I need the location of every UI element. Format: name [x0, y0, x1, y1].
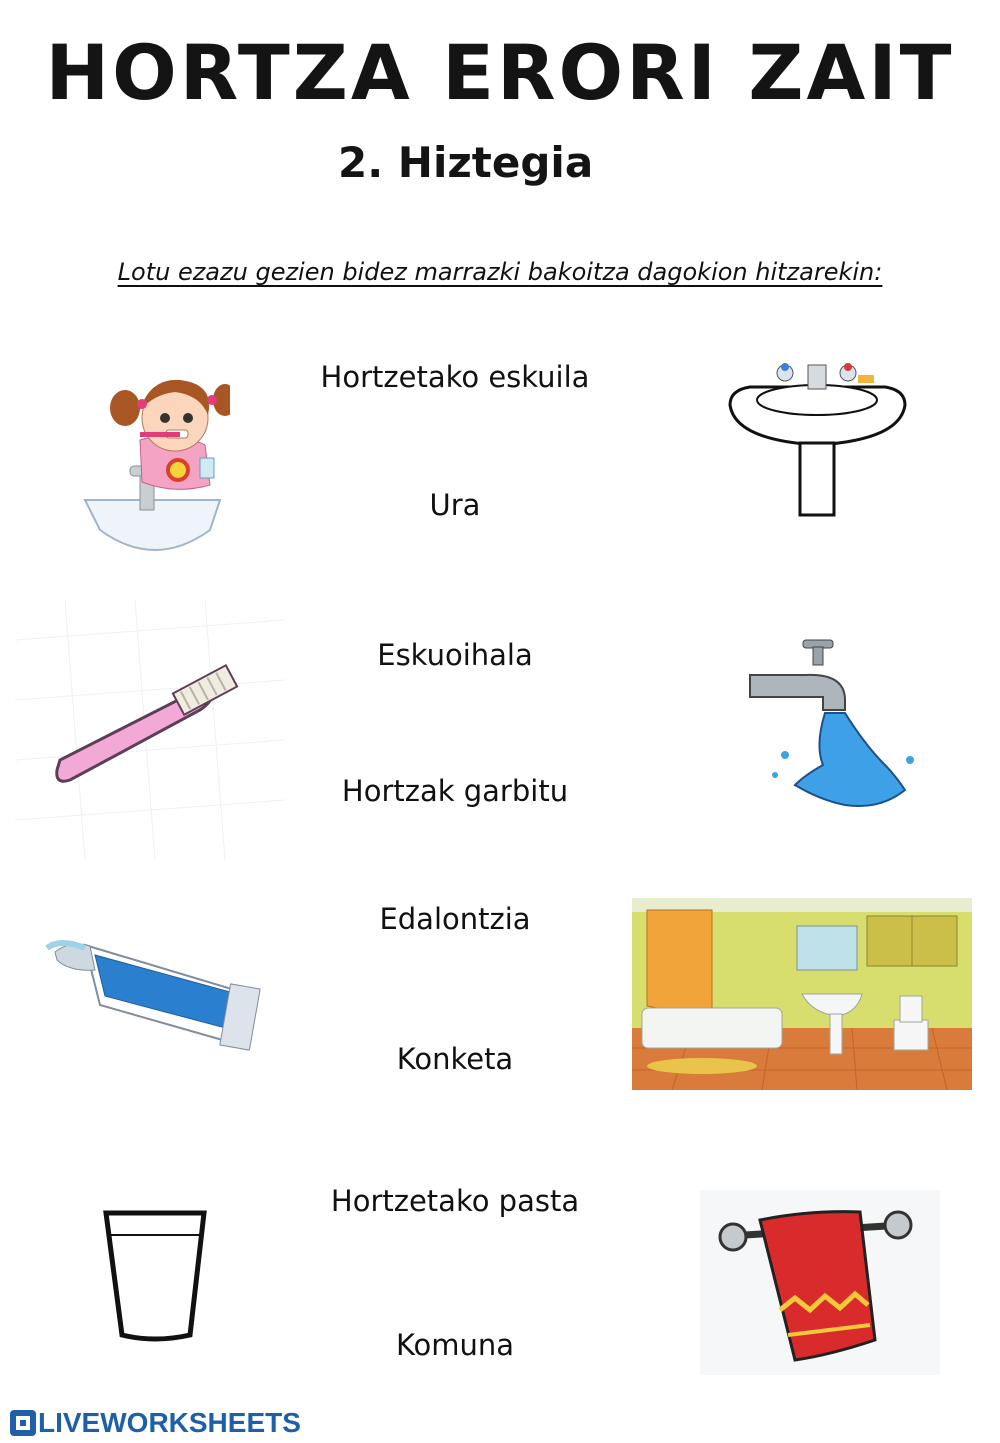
bathroom-icon[interactable] — [632, 898, 972, 1090]
page-subtitle: 2. Hiztegia — [338, 138, 594, 187]
liveworksheets-brand-text: LIVEWORKSHEETS — [38, 1407, 301, 1438]
word-hortzetako-eskuila[interactable]: Hortzetako eskuila — [320, 360, 590, 394]
toothpaste-tube-icon[interactable] — [45, 930, 265, 1060]
word-edalontzia[interactable]: Edalontzia — [379, 902, 531, 936]
word-komuna[interactable]: Komuna — [395, 1328, 515, 1362]
word-konketa[interactable]: Konketa — [396, 1042, 514, 1076]
girl-brushing-teeth-icon[interactable] — [80, 370, 230, 570]
water-tap-icon[interactable] — [745, 635, 920, 815]
liveworksheets-logo-icon — [8, 1408, 38, 1438]
drinking-glass-icon[interactable] — [100, 1205, 215, 1345]
liveworksheets-logo — [8, 1406, 301, 1440]
word-hortzetako-pasta[interactable]: Hortzetako pasta — [330, 1184, 580, 1218]
page-title: HORTZA ERORI ZAIT — [45, 28, 955, 117]
word-hortzak-garbitu[interactable]: Hortzak garbitu — [341, 774, 569, 808]
word-eskuoihala[interactable]: Eskuoihala — [377, 638, 533, 672]
instruction-text: Lotu ezazu gezien bidez marrazki bakoitza dagokion hitzarekin: — [117, 258, 883, 286]
towel-on-rail-icon[interactable] — [700, 1190, 940, 1375]
toothbrush-icon[interactable] — [15, 600, 285, 860]
washbasin-icon[interactable] — [720, 355, 915, 520]
word-ura[interactable]: Ura — [429, 488, 481, 522]
